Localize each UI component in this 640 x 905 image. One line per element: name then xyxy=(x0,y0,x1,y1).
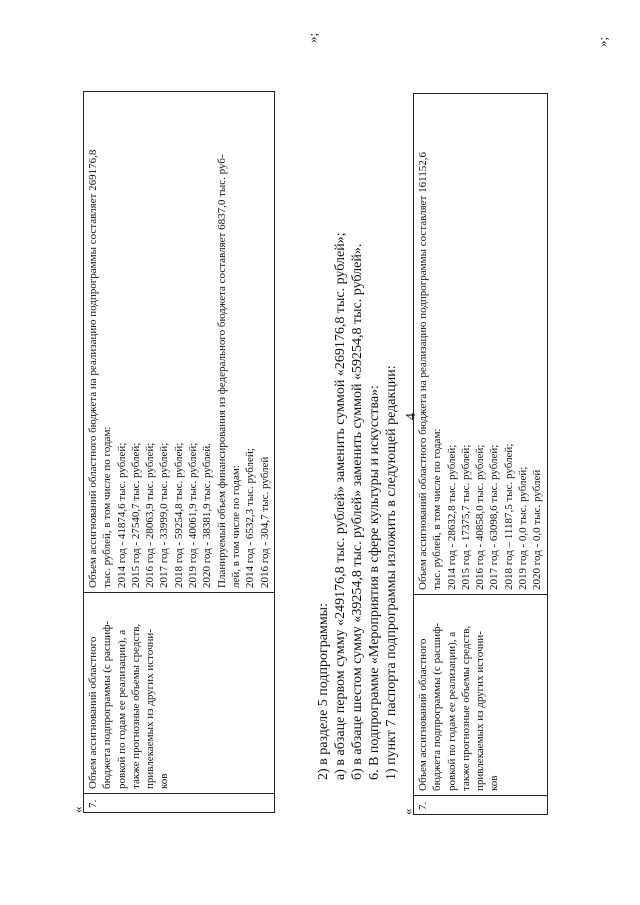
value-line: Объем ассигнований областного бюджета на реализацию подпрограммы составляет 161152,6 xyxy=(417,152,429,590)
value-line: лей, в том числе по годам: xyxy=(229,465,242,588)
value-line: 2019 год - 40061,9 тыс. рублей; xyxy=(187,442,200,588)
amendment-text xyxy=(315,232,400,780)
label-line: бюджета подпрограммы (с расшиф- xyxy=(101,621,114,789)
label-line: Объем ассигнований областного xyxy=(417,638,429,791)
value-line: 2019 год - 0,0 тыс. рублей; xyxy=(517,466,530,590)
page-number: 4 xyxy=(404,413,419,420)
value-line: 2014 год - 6532,3 тыс. рублей; xyxy=(244,448,257,588)
value-line: 2014 год - 41874,6 тыс. рублей; xyxy=(115,442,128,588)
value-line: 2016 год - 40858,0 тыс. рублей; xyxy=(474,444,487,590)
value-line: 2015 год - 27540,7 тыс. рублей; xyxy=(129,442,142,588)
paragraph: 6. В подпрограмме «Мероприятия в сфере культуры и искусства»: xyxy=(367,385,382,780)
value-line: Объем ассигнований областного бюджета на реализацию подпрограммы составляет 269176,8 xyxy=(87,149,99,588)
row-label xyxy=(414,595,548,796)
close-quote: »; xyxy=(305,32,320,43)
label-line: также прогнозные объемы средств, xyxy=(459,625,472,791)
label-line: также прогнозные объемы средств, xyxy=(129,623,142,789)
row-value xyxy=(84,92,275,593)
paragraph: а) в абзаце первом сумму «249176,8 тыс. рублей» заменить суммой «269176,8 тыс. рублей»; xyxy=(333,232,348,780)
row-number: 7. xyxy=(414,796,548,815)
close-quote: »; xyxy=(595,36,610,47)
label-line: ровкой по годам ее реализации), а xyxy=(445,631,458,791)
paragraph: 1) пункт 7 паспорта подпрограммы изложить в следующей редакции: xyxy=(384,365,399,780)
label-line: привлекаемых из других источни- xyxy=(144,629,157,789)
value-line: 2016 год - 28063,9 тыс. рублей; xyxy=(144,442,157,588)
label-line: Объем ассигнований областного xyxy=(87,636,99,789)
passport-table-1 xyxy=(83,91,275,813)
value-line: 2016 год - 304,7 тыс. рублей xyxy=(258,456,271,588)
row-label xyxy=(84,593,275,794)
label-line: привлекаемых из других источни- xyxy=(474,631,487,791)
label-line: ков xyxy=(488,775,501,791)
table-row xyxy=(414,94,548,815)
value-line: Планируемый объем финансирования из федерального бюджета составляет 6837,0 тыс. руб- xyxy=(215,154,228,588)
value-line: 2020 год - 0,0 тыс. рублей xyxy=(531,469,544,590)
value-line: тыс. рублей, в том числе по годам: xyxy=(431,428,444,590)
value-line: 2018 год – 11187,5 тыс. рублей; xyxy=(502,443,515,590)
paragraph: б) в абзаце шестом сумму «39254,8 тыс. рублей» заменить суммой «59254,8 тыс. рублей». xyxy=(350,243,365,780)
value-line: 2020 год - 38381,9 тыс. рублей. xyxy=(201,442,214,588)
passport-table-2 xyxy=(413,93,548,815)
value-line: тыс. рублей, в том числе по годам: xyxy=(101,426,114,588)
value-line: 2018 год - 59254,8 тыс. рублей; xyxy=(172,442,185,588)
value-line: 2017 год - 63098,6 тыс. рублей; xyxy=(488,444,501,590)
paragraph: 2) в разделе 5 подпрограммы: xyxy=(316,603,331,780)
value-line: 2014 год - 28632,8 тыс. рублей; xyxy=(445,444,458,590)
label-line: бюджета подпрограммы (с расшиф- xyxy=(431,623,444,791)
row-number: 7. xyxy=(84,794,275,813)
open-quote: « xyxy=(400,808,415,815)
open-quote: « xyxy=(70,806,85,813)
label-line: ков xyxy=(158,773,171,789)
row-value xyxy=(414,94,548,595)
table-row xyxy=(84,92,275,813)
value-line: 2017 год - 33999,0 тыс. рублей; xyxy=(158,442,171,588)
value-line: 2015 год - 17375,7 тыс. рублей; xyxy=(459,444,472,590)
label-line: ровкой по годам ее реализации), а xyxy=(115,629,128,789)
